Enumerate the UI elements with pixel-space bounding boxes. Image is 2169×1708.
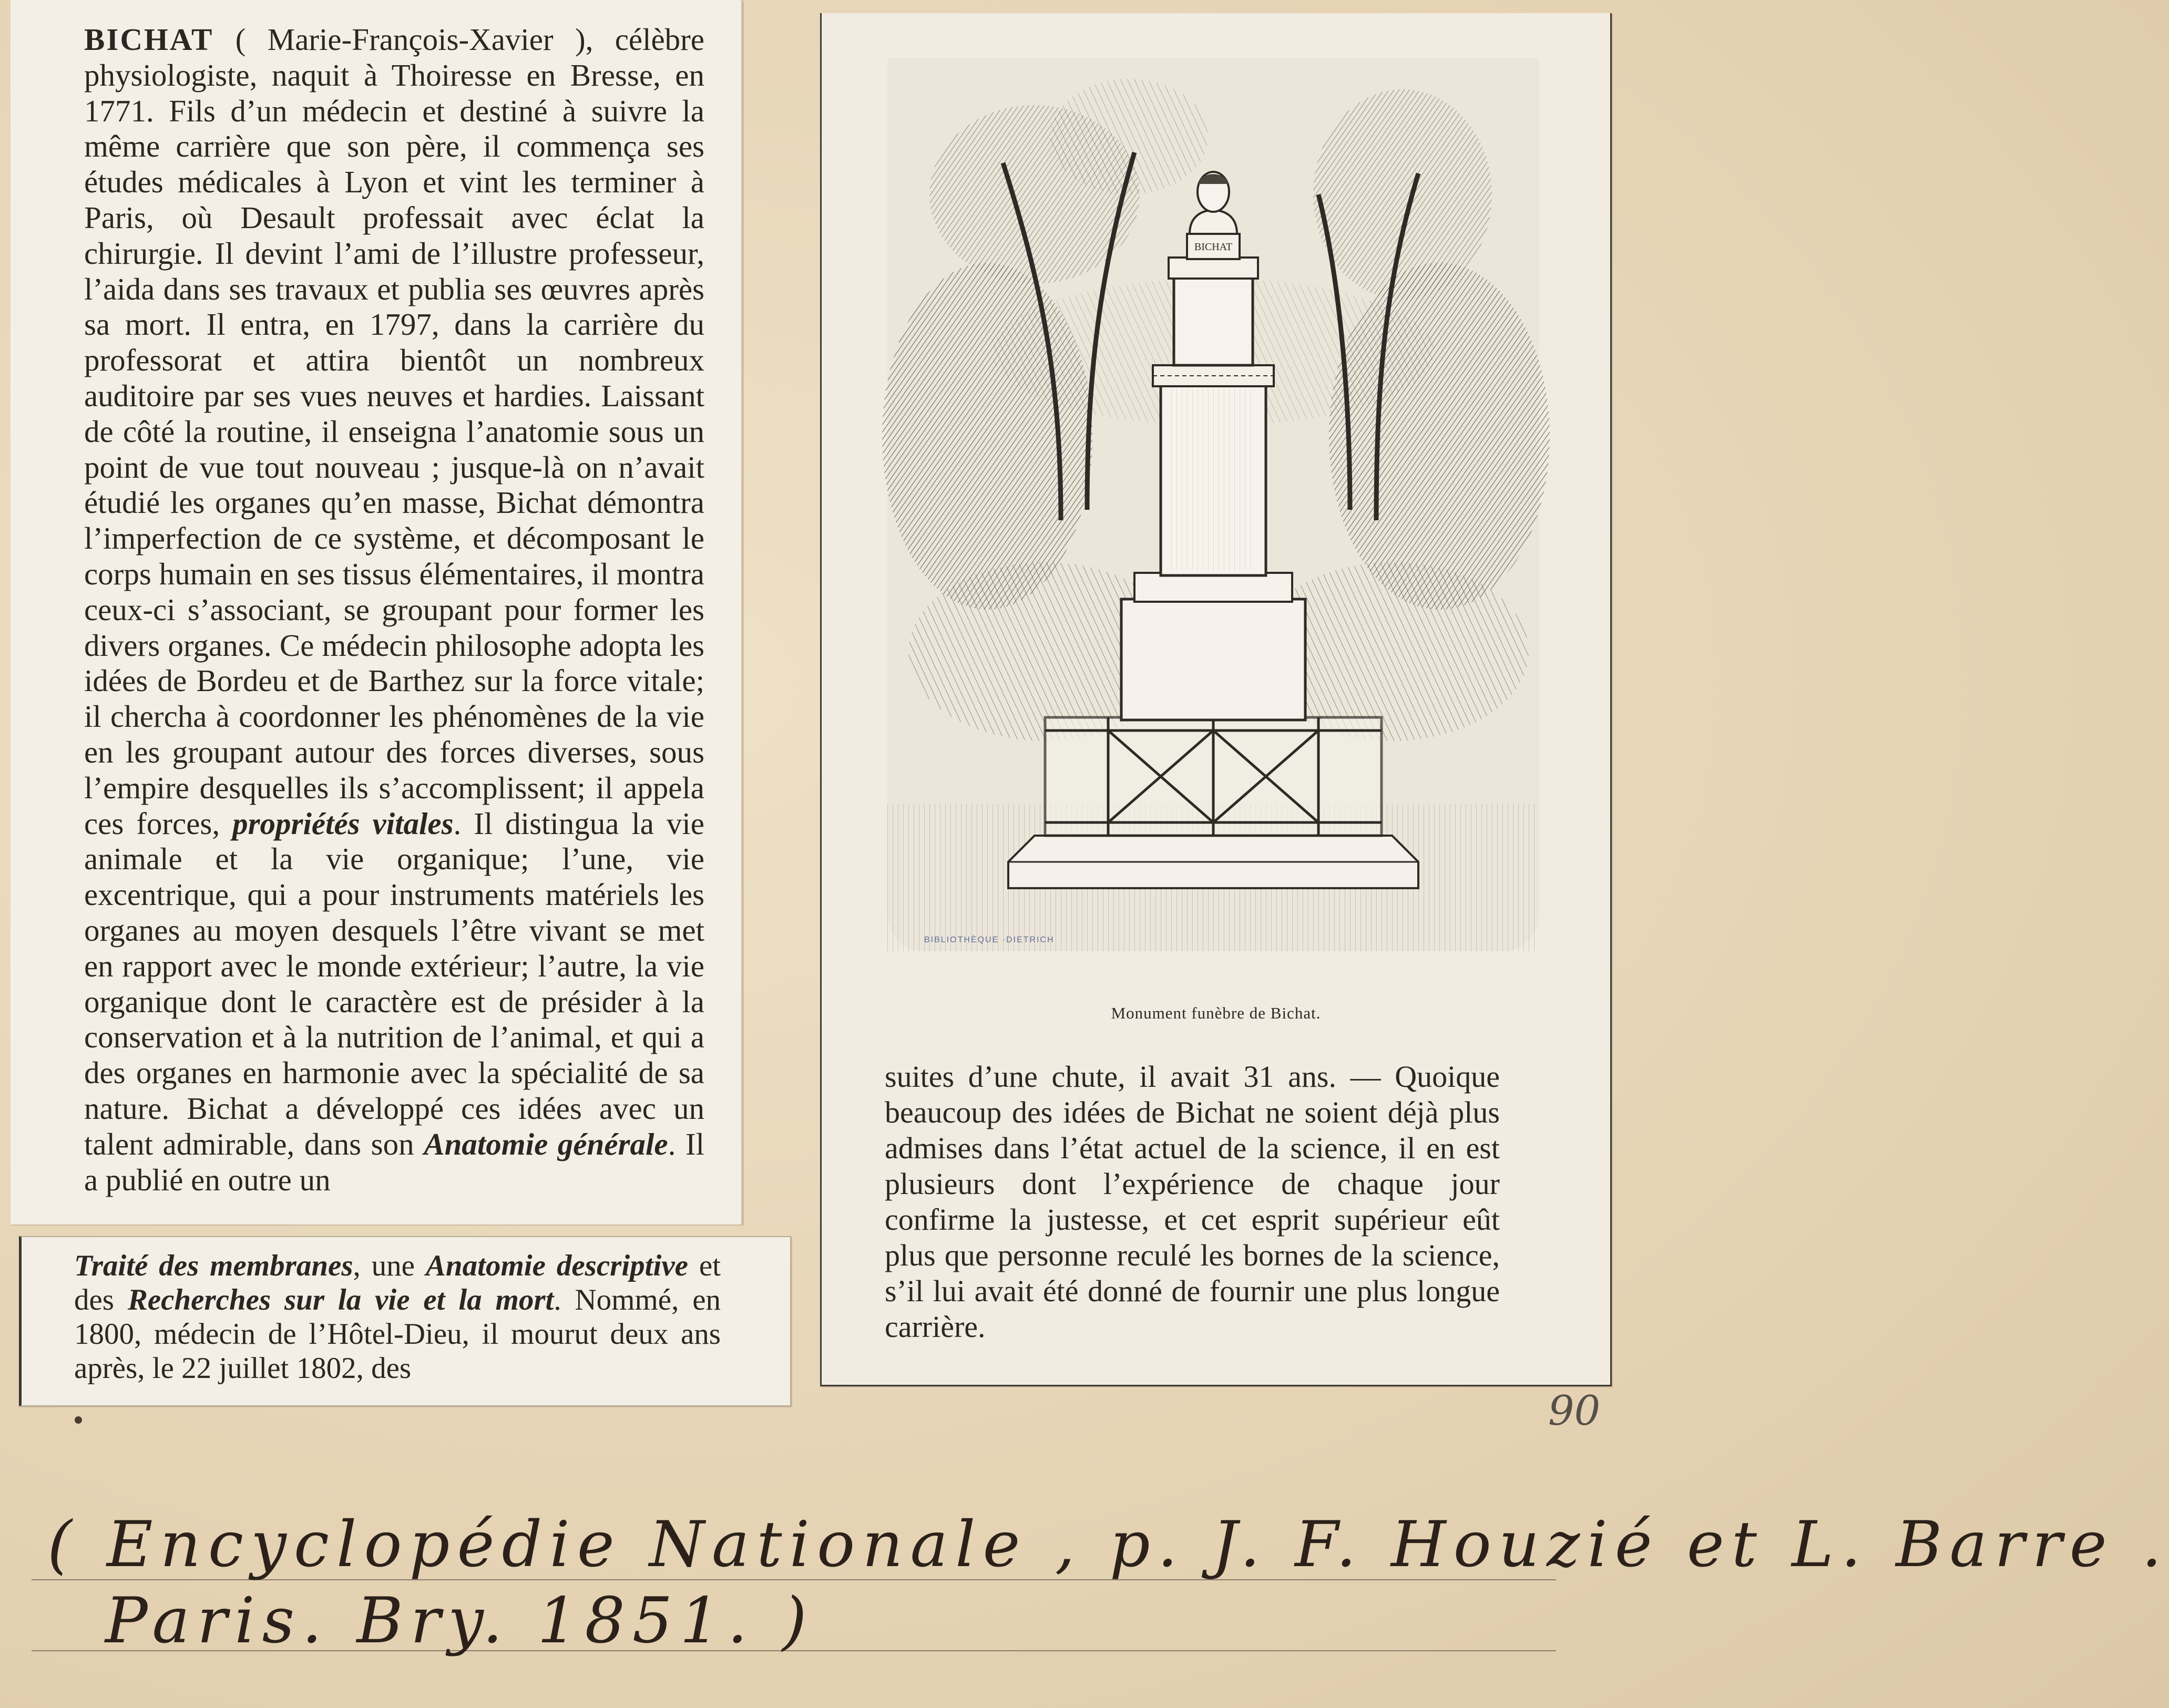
- ink-dot: [75, 1416, 82, 1424]
- article-body-part-2: . Il distingua la vie animale et la vie organique; l’une, vie excentrique, qui a pour instruments matériels les organes au moyen desquels l’être vivant se met en rapport avec le monde extérieur; l’autre, la vie organique dont le caractère est de présider à la conservation et à la nutrition de l’animal, et qui a des organes en harmonie avec la spécialité de sa nature. Bichat a développé ces idées avec un talent admirable, dans son: [84, 806, 704, 1161]
- article-body-part-1: ( Marie-François-Xavier ), célèbre physiologiste, naquit à Thoiresse en Bresse, en 1771. Fils d’un médecin et destiné à suivre la même carrière que son père, il commença ses études médicales à Lyon et vint les terminer à Paris, où Desault professait avec éclat la chirurgie. Il devint l’ami de l’illustre professeur, l’aida dans ses travaux et publia ses œuvres après sa mort. Il entra, en 1797, dans la carrière du professorat et attira bientôt un nombreux auditoire par ses vues neuves et hardies. Laissant de côté la routine, il enseigna l’anatomie sous un point de vue tout nouveau ; jusque-là on n’avait étudié les organes qu’en masse, Bichat démontra l’imperfection de ce système, et décomposant le corps humain en ses tissus élémentaires, il montra ceux-ci s’associant, se groupant pour former les divers organes. Ce médecin philosophe adopta les idées de Bordeu et de Barthez sur la force vitale; il chercha à coordonner les phénomènes de la vie en les groupant autour des forces diverses, sous l’empire desquelles ils s’accomplissent; il appela ces forces,: [84, 22, 704, 841]
- left-article-paragraph: [84, 22, 704, 1198]
- right-article-text: [885, 1059, 1500, 1345]
- continuation-clipping: [19, 1236, 791, 1406]
- emphasis-traite-membranes: Traité des membranes: [74, 1249, 353, 1282]
- page-number: 90: [1548, 1387, 1601, 1435]
- emphasis-anatomie-descriptive: Anatomie descriptive: [425, 1249, 688, 1282]
- article-lead-name: BICHAT: [84, 22, 214, 57]
- engraving-clipping: [820, 13, 1612, 1386]
- library-stamp: BIBLIOTHÈQUE ·DIETRICH: [924, 935, 1055, 944]
- continuation-part-1: , une: [353, 1249, 426, 1282]
- monument-label: BICHAT: [1194, 241, 1233, 253]
- emphasis-anatomie-generale: Anatomie générale: [424, 1126, 668, 1161]
- right-article-paragraph: suites d’une chute, il avait 31 ans. — Quoique beaucoup des idées de Bichat ne soient déjà plus admises dans l’état actuel de la science, il en est plusieurs dont l’expérience de chaque jour confirme la justesse, et cet esprit supérieur eût plus que personne reculé les bornes de la science, s’il lui avait été donné de fournir une plus longue carrière.: [885, 1059, 1500, 1344]
- left-article-text: [84, 22, 704, 1198]
- continuation-part-2: et des: [74, 1249, 721, 1316]
- handwritten-line-1: ( Encyclopédie Nationale , p. J. F. Houzié et L. Barre .: [47, 1508, 2169, 1581]
- article-body-part-3: . Il a publié en outre un: [84, 1126, 705, 1197]
- continuation-text: [74, 1249, 721, 1385]
- emphasis-proprietes-vitales: propriétés vitales: [232, 806, 454, 841]
- handwritten-source-note: [0, 1493, 2169, 1703]
- engraving-caption: Monument funèbre de Bichat.: [1111, 1004, 1321, 1022]
- handwritten-line-2: Paris. Bry. 1851. ): [105, 1584, 814, 1658]
- monument-illustration: [887, 58, 1539, 951]
- iron-railing: [1045, 717, 1382, 836]
- continuation-paragraph: [74, 1249, 721, 1385]
- continuation-part-3: . Nommé, en 1800, médecin de l’Hôtel-Dieu, il mourut deux ans après, le 22 juillet 1802, des: [74, 1283, 721, 1385]
- left-text-clipping: [11, 0, 743, 1225]
- emphasis-recherches: Recherches sur la vie et la mort: [127, 1283, 554, 1316]
- monument-engraving: [887, 58, 1539, 951]
